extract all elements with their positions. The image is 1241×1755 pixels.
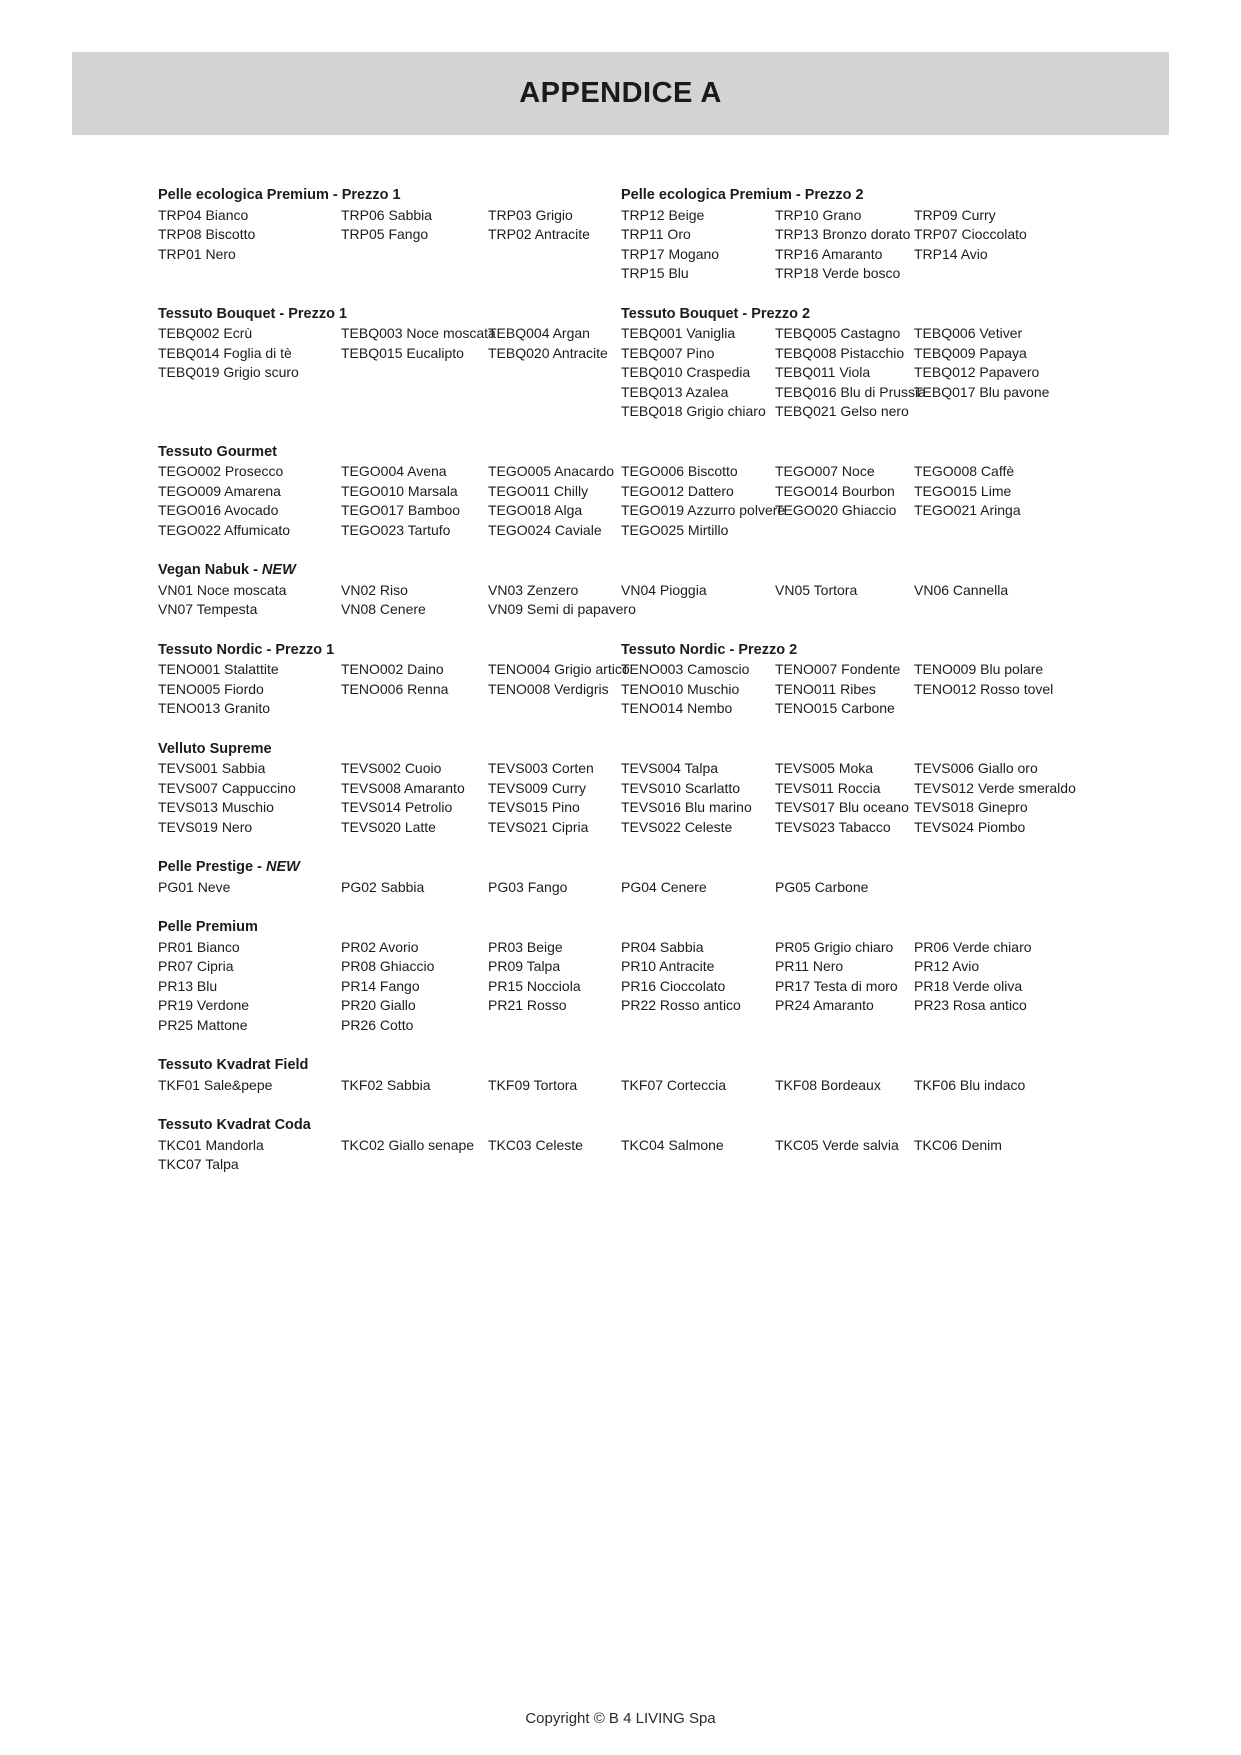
material-item: PR07 Cipria bbox=[158, 958, 234, 974]
material-item: TRP02 Antracite bbox=[488, 226, 590, 242]
section-row bbox=[158, 1056, 1083, 1095]
material-item: VN05 Tortora bbox=[775, 581, 858, 598]
material-item: TENO006 Renna bbox=[341, 680, 449, 697]
material-item: TRP17 Mogano bbox=[621, 245, 720, 262]
content-area bbox=[158, 186, 1083, 1196]
material-item: TEVS003 Corten bbox=[488, 760, 594, 776]
material-item: TENO005 Fiordo bbox=[158, 680, 264, 697]
section-tessuto-gourmet bbox=[158, 443, 1083, 541]
material-item: PR18 Verde oliva bbox=[914, 977, 1023, 994]
material-item: PG05 Carbone bbox=[775, 878, 869, 895]
material-item: TEGO016 Avocado bbox=[158, 502, 279, 518]
section-pelle-premium bbox=[158, 918, 1083, 1035]
material-item: VN01 Noce moscata bbox=[158, 581, 287, 598]
material-item: PR06 Verde chiaro bbox=[914, 938, 1032, 955]
item-column bbox=[158, 878, 341, 898]
material-item: TEBQ001 Vaniglia bbox=[621, 325, 736, 341]
material-item: TEGO020 Ghiaccio bbox=[775, 502, 897, 518]
material-item: TRP05 Fango bbox=[341, 226, 429, 242]
material-item: TEBQ008 Pistacchio bbox=[775, 344, 905, 361]
section-row bbox=[158, 443, 1083, 541]
item-column bbox=[914, 938, 1083, 1036]
material-item: TENO010 Muschio bbox=[621, 680, 740, 697]
new-badge: NEW bbox=[265, 859, 300, 875]
section-title-text: Tessuto Kvadrat Coda bbox=[158, 1117, 311, 1133]
section-tessuto-bouquet-prezzo-1 bbox=[158, 305, 621, 383]
material-item: TKC06 Denim bbox=[914, 1136, 1002, 1153]
section-title bbox=[158, 1116, 1083, 1136]
material-item: TENO004 Grigio artico bbox=[488, 661, 630, 677]
material-item: TEBQ006 Vetiver bbox=[914, 325, 1023, 341]
item-column bbox=[341, 462, 488, 540]
material-item: TKF09 Tortora bbox=[488, 1076, 578, 1093]
material-item: TRP09 Curry bbox=[914, 206, 996, 223]
material-item: TEGO019 Azzurro polvere bbox=[621, 502, 786, 518]
material-item: TKC07 Talpa bbox=[158, 1156, 239, 1172]
material-item: TRP06 Sabbia bbox=[341, 206, 433, 223]
section-row bbox=[158, 918, 1083, 1035]
section-title-text: Tessuto Nordic - Prezzo 2 bbox=[621, 641, 798, 658]
section-title-text: Pelle ecologica Premium - Prezzo 1 bbox=[158, 187, 401, 203]
item-column bbox=[158, 581, 341, 620]
material-item: TRP18 Verde bosco bbox=[775, 265, 901, 281]
material-item: TEVS001 Sabbia bbox=[158, 760, 266, 776]
material-item: PR02 Avorio bbox=[341, 938, 419, 955]
material-item: TRP16 Amaranto bbox=[775, 245, 883, 262]
material-item: PR17 Testa di moro bbox=[775, 977, 898, 994]
material-item: TEVS006 Giallo oro bbox=[914, 760, 1038, 776]
item-column bbox=[158, 1076, 341, 1096]
material-item: VN02 Riso bbox=[341, 581, 408, 598]
item-column bbox=[341, 1076, 488, 1096]
section-pelle-prestige-new bbox=[158, 858, 1083, 897]
material-item: TEGO018 Alga bbox=[488, 502, 583, 518]
material-item: TEGO008 Caffè bbox=[914, 463, 1015, 479]
material-item: TKF06 Blu indaco bbox=[914, 1076, 1026, 1093]
material-item: TKC05 Verde salvia bbox=[775, 1136, 899, 1153]
section-title-text: Tessuto Kvadrat Field bbox=[158, 1057, 309, 1073]
material-item: TEGO022 Affumicato bbox=[158, 521, 291, 538]
section-title-text: Pelle Premium bbox=[158, 919, 258, 935]
item-column bbox=[621, 581, 775, 620]
new-badge: NEW bbox=[261, 562, 296, 578]
material-item: TEVS022 Celeste bbox=[621, 818, 733, 835]
material-item: TEBQ002 Ecrù bbox=[158, 325, 253, 341]
item-column bbox=[621, 938, 775, 1036]
item-column bbox=[914, 324, 1083, 422]
material-item: TEBQ009 Papaya bbox=[914, 344, 1027, 361]
material-item: TENO012 Rosso tovel bbox=[914, 680, 1054, 697]
section-title-text: Velluto Supreme bbox=[158, 740, 272, 757]
section-pelle-ecologica-premium-prezzo-1 bbox=[158, 186, 621, 264]
item-grid bbox=[158, 660, 630, 719]
material-item: PR21 Rosso bbox=[488, 997, 567, 1013]
material-item: PR20 Giallo bbox=[341, 997, 416, 1013]
material-item: TEVS015 Pino bbox=[488, 799, 580, 815]
item-column bbox=[621, 206, 775, 284]
material-item: PG02 Sabbia bbox=[341, 878, 425, 895]
item-column bbox=[775, 324, 926, 422]
section-title-text: Tessuto Gourmet bbox=[158, 443, 277, 460]
item-column bbox=[775, 938, 914, 1036]
item-grid bbox=[158, 462, 1083, 540]
item-column bbox=[914, 759, 1083, 837]
section-title bbox=[158, 740, 1083, 760]
section-title bbox=[158, 186, 621, 206]
material-item: TEGO011 Chilly bbox=[488, 482, 589, 499]
item-column bbox=[488, 660, 630, 719]
item-grid bbox=[158, 206, 621, 265]
material-item: TEBQ015 Eucalipto bbox=[341, 344, 464, 361]
item-column bbox=[488, 878, 621, 898]
item-column bbox=[914, 1136, 1083, 1175]
material-item: TEGO017 Bamboo bbox=[341, 502, 461, 518]
material-item: TEBQ010 Craspedia bbox=[621, 364, 751, 380]
section-tessuto-nordic-prezzo-1 bbox=[158, 641, 630, 719]
section-row bbox=[158, 561, 1083, 620]
material-item: TEGO010 Marsala bbox=[341, 482, 458, 499]
item-column bbox=[914, 581, 1083, 620]
material-item: TEBQ018 Grigio chiaro bbox=[621, 403, 766, 419]
material-item: VN03 Zenzero bbox=[488, 581, 579, 598]
material-item: TENO011 Ribes bbox=[775, 680, 876, 697]
item-column bbox=[488, 206, 621, 265]
item-column bbox=[914, 660, 1083, 719]
item-column bbox=[621, 324, 775, 422]
section-velluto-supreme bbox=[158, 740, 1083, 838]
material-item: TEBQ012 Papavero bbox=[914, 364, 1040, 380]
item-column bbox=[341, 581, 488, 620]
item-column bbox=[488, 938, 621, 1036]
item-column bbox=[914, 1076, 1083, 1096]
item-column bbox=[621, 759, 775, 837]
material-item: VN06 Cannella bbox=[914, 581, 1009, 598]
item-column bbox=[621, 878, 775, 898]
material-item: TEVS009 Curry bbox=[488, 779, 587, 796]
item-column bbox=[775, 462, 914, 540]
material-item: PR09 Talpa bbox=[488, 958, 561, 974]
material-item: PR24 Amaranto bbox=[775, 997, 874, 1013]
material-item: TENO002 Daino bbox=[341, 661, 444, 677]
item-column bbox=[158, 759, 341, 837]
item-column bbox=[488, 462, 621, 540]
item-column bbox=[341, 878, 488, 898]
material-item: TEGO012 Dattero bbox=[621, 482, 734, 499]
material-item: TEBQ003 Noce moscata bbox=[341, 325, 496, 341]
material-item: PR22 Rosso antico bbox=[621, 997, 741, 1013]
section-row bbox=[158, 641, 1083, 719]
material-item: PR01 Bianco bbox=[158, 938, 240, 955]
section-row bbox=[158, 858, 1083, 897]
material-item: PG03 Fango bbox=[488, 878, 568, 895]
material-item: TEVS014 Petrolio bbox=[341, 799, 453, 815]
item-column bbox=[341, 938, 488, 1036]
item-column bbox=[341, 759, 488, 837]
material-item: TKC01 Mandorla bbox=[158, 1136, 264, 1153]
item-column bbox=[775, 581, 914, 620]
material-item: TENO003 Camoscio bbox=[621, 661, 750, 677]
material-item: TEGO007 Noce bbox=[775, 463, 875, 479]
material-item: PG04 Cenere bbox=[621, 878, 707, 895]
item-column bbox=[775, 759, 914, 837]
section-title bbox=[158, 1056, 1083, 1076]
item-grid bbox=[158, 759, 1083, 837]
item-grid bbox=[158, 581, 1083, 620]
item-grid bbox=[621, 206, 1083, 284]
item-column bbox=[621, 462, 786, 540]
item-column bbox=[775, 660, 914, 719]
item-column bbox=[158, 324, 341, 383]
material-item: TRP10 Grano bbox=[775, 206, 862, 223]
item-column bbox=[341, 1136, 488, 1175]
material-item: TEVS013 Muschio bbox=[158, 799, 274, 815]
material-item: PR26 Cotto bbox=[341, 1016, 414, 1033]
material-item: TEVS008 Amaranto bbox=[341, 779, 465, 796]
material-item: VN07 Tempesta bbox=[158, 601, 258, 617]
material-item: TRP07 Cioccolato bbox=[914, 226, 1027, 242]
material-item: TRP03 Grigio bbox=[488, 206, 573, 223]
material-item: TEVS007 Cappuccino bbox=[158, 779, 296, 796]
material-item: TEBQ020 Antracite bbox=[488, 344, 608, 361]
item-column bbox=[621, 660, 775, 719]
material-item: TENO001 Stalattite bbox=[158, 661, 279, 677]
material-item: PR25 Mattone bbox=[158, 1016, 248, 1033]
material-item: TENO014 Nembo bbox=[621, 700, 733, 716]
item-column bbox=[775, 1136, 914, 1175]
section-title bbox=[158, 443, 1083, 463]
section-row bbox=[158, 1116, 1083, 1175]
section-title-text: Pelle ecologica Premium - Prezzo 2 bbox=[621, 187, 864, 203]
material-item: PR23 Rosa antico bbox=[914, 997, 1027, 1013]
section-vegan-nabuk-new bbox=[158, 561, 1083, 620]
item-column bbox=[488, 581, 636, 620]
section-tessuto-kvadrat-field bbox=[158, 1056, 1083, 1095]
material-item: TENO015 Carbone bbox=[775, 700, 895, 716]
section-title-text: Tessuto Bouquet - Prezzo 1 bbox=[158, 305, 348, 322]
material-item: PR08 Ghiaccio bbox=[341, 958, 435, 974]
material-item: TEVS011 Roccia bbox=[775, 779, 881, 796]
material-item: TEVS005 Moka bbox=[775, 760, 874, 776]
material-item: TEVS019 Nero bbox=[158, 818, 253, 835]
material-item: TEVS021 Cipria bbox=[488, 818, 589, 835]
item-column bbox=[488, 1136, 621, 1175]
item-column bbox=[488, 324, 621, 383]
material-item: TEGO025 Mirtillo bbox=[621, 521, 729, 538]
item-column bbox=[158, 206, 341, 265]
item-grid bbox=[158, 324, 621, 383]
material-item: TKC04 Salmone bbox=[621, 1136, 724, 1153]
material-item: TEBQ021 Gelso nero bbox=[775, 403, 909, 419]
material-item: TKF02 Sabbia bbox=[341, 1076, 431, 1093]
material-item: TRP12 Beige bbox=[621, 206, 705, 223]
item-grid bbox=[621, 660, 1083, 719]
section-title-text: Tessuto Bouquet - Prezzo 2 bbox=[621, 305, 811, 322]
section-title bbox=[621, 186, 1083, 206]
material-item: TRP13 Bronzo dorato bbox=[775, 226, 911, 242]
material-item: TEVS004 Talpa bbox=[621, 760, 719, 776]
section-row bbox=[158, 740, 1083, 838]
material-item: PR04 Sabbia bbox=[621, 938, 704, 955]
section-tessuto-bouquet-prezzo-2 bbox=[621, 305, 1083, 422]
material-item: PG01 Neve bbox=[158, 878, 231, 895]
material-item: TENO009 Blu polare bbox=[914, 661, 1044, 677]
section-row bbox=[158, 186, 1083, 284]
section-title bbox=[158, 918, 1083, 938]
material-item: TEGO014 Bourbon bbox=[775, 482, 895, 499]
material-item: TRP01 Nero bbox=[158, 245, 236, 262]
material-item: TRP11 Oro bbox=[621, 226, 691, 242]
header-bar bbox=[72, 52, 1169, 135]
material-item: TEGO009 Amarena bbox=[158, 482, 281, 499]
item-column bbox=[341, 660, 488, 719]
item-column bbox=[158, 462, 341, 540]
item-column bbox=[775, 206, 914, 284]
item-column bbox=[914, 462, 1083, 540]
material-item: PR15 Nocciola bbox=[488, 977, 581, 994]
section-title-text: Vegan Nabuk - bbox=[158, 562, 258, 578]
item-column bbox=[775, 878, 914, 898]
material-item: TRP14 Avio bbox=[914, 245, 988, 262]
section-title bbox=[158, 641, 621, 661]
material-item: TKF08 Bordeaux bbox=[775, 1076, 881, 1093]
material-item: VN09 Semi di papavero bbox=[488, 601, 636, 617]
item-column bbox=[158, 938, 341, 1036]
material-item: TKF07 Corteccia bbox=[621, 1076, 727, 1093]
material-item: PR16 Cioccolato bbox=[621, 977, 726, 994]
page-title: APPENDICE A bbox=[519, 77, 722, 109]
material-item: TEGO021 Aringa bbox=[914, 502, 1021, 518]
material-item: TEVS012 Verde smeraldo bbox=[914, 779, 1076, 796]
item-grid bbox=[621, 324, 1083, 422]
material-item: VN08 Cenere bbox=[341, 601, 426, 617]
section-title bbox=[158, 561, 1083, 581]
material-item: TEVS010 Scarlatto bbox=[621, 779, 741, 796]
material-item: TEVS023 Tabacco bbox=[775, 818, 891, 835]
material-item: PR19 Verdone bbox=[158, 997, 250, 1013]
item-column bbox=[621, 1136, 775, 1175]
material-item: PR03 Beige bbox=[488, 938, 563, 955]
material-item: TENO007 Fondente bbox=[775, 661, 901, 677]
material-item: PR12 Avio bbox=[914, 958, 980, 974]
section-row bbox=[158, 305, 1083, 422]
material-item: TEGO006 Biscotto bbox=[621, 463, 738, 479]
material-item: TRP04 Bianco bbox=[158, 206, 249, 223]
material-item: TEBQ007 Pino bbox=[621, 344, 715, 361]
section-tessuto-nordic-prezzo-2 bbox=[621, 641, 1083, 719]
item-column bbox=[158, 660, 341, 719]
material-item: TEGO002 Prosecco bbox=[158, 463, 284, 479]
item-grid bbox=[158, 878, 1083, 898]
footer-copyright: Copyright © B 4 LIVING Spa bbox=[525, 1710, 716, 1727]
item-grid bbox=[158, 1136, 1083, 1175]
material-item: TENO008 Verdigris bbox=[488, 680, 609, 697]
item-column bbox=[775, 1076, 914, 1096]
material-item: TEBQ005 Castagno bbox=[775, 325, 901, 341]
item-column bbox=[488, 1076, 621, 1096]
material-item: PR10 Antracite bbox=[621, 958, 715, 974]
item-column bbox=[158, 1136, 341, 1175]
material-item: TRP08 Biscotto bbox=[158, 226, 256, 242]
item-column bbox=[914, 206, 1083, 284]
item-column bbox=[341, 206, 488, 265]
item-column bbox=[488, 759, 621, 837]
material-item: TEVS018 Ginepro bbox=[914, 799, 1028, 815]
section-title-text: Tessuto Nordic - Prezzo 1 bbox=[158, 641, 335, 658]
material-item: TEBQ011 Viola bbox=[775, 364, 871, 380]
item-column bbox=[341, 324, 496, 383]
section-title bbox=[158, 858, 1083, 878]
material-item: TEBQ016 Blu di Prussia bbox=[775, 383, 926, 400]
section-title-text: Pelle Prestige - bbox=[158, 859, 262, 875]
material-item: TEGO015 Lime bbox=[914, 482, 1012, 499]
material-item: TEVS024 Piombo bbox=[914, 818, 1026, 835]
section-title bbox=[158, 305, 621, 325]
material-item: TENO013 Granito bbox=[158, 700, 271, 716]
material-item: PR05 Grigio chiaro bbox=[775, 938, 894, 955]
material-item: TEGO024 Caviale bbox=[488, 521, 602, 538]
material-item: TEBQ019 Grigio scuro bbox=[158, 364, 299, 380]
material-item: PR13 Blu bbox=[158, 977, 218, 994]
section-title bbox=[621, 641, 1083, 661]
section-pelle-ecologica-premium-prezzo-2 bbox=[621, 186, 1083, 284]
item-column bbox=[621, 1076, 775, 1096]
material-item: TEBQ014 Foglia di tè bbox=[158, 344, 292, 361]
material-item: PR14 Fango bbox=[341, 977, 420, 994]
material-item: TKF01 Sale&pepe bbox=[158, 1076, 273, 1093]
material-item: PR11 Nero bbox=[775, 958, 844, 974]
material-item: TEGO005 Anacardo bbox=[488, 463, 615, 479]
material-item: TEBQ004 Argan bbox=[488, 325, 590, 341]
item-grid bbox=[158, 938, 1083, 1036]
material-item: TKC03 Celeste bbox=[488, 1136, 583, 1153]
material-item: TEGO023 Tartufo bbox=[341, 521, 451, 538]
material-item: TEVS017 Blu oceano bbox=[775, 799, 909, 815]
material-item: TEGO004 Avena bbox=[341, 463, 447, 479]
material-item: TEVS016 Blu marino bbox=[621, 799, 752, 815]
material-item: TKC02 Giallo senape bbox=[341, 1136, 475, 1153]
material-item: TEBQ017 Blu pavone bbox=[914, 383, 1050, 400]
material-item: VN04 Pioggia bbox=[621, 581, 707, 598]
item-grid bbox=[158, 1076, 1083, 1096]
material-item: TEVS002 Cuoio bbox=[341, 760, 442, 776]
material-item: TEVS020 Latte bbox=[341, 818, 436, 835]
section-title bbox=[621, 305, 1083, 325]
section-tessuto-kvadrat-coda bbox=[158, 1116, 1083, 1175]
material-item: TRP15 Blu bbox=[621, 265, 689, 281]
material-item: TEBQ013 Azalea bbox=[621, 383, 729, 400]
